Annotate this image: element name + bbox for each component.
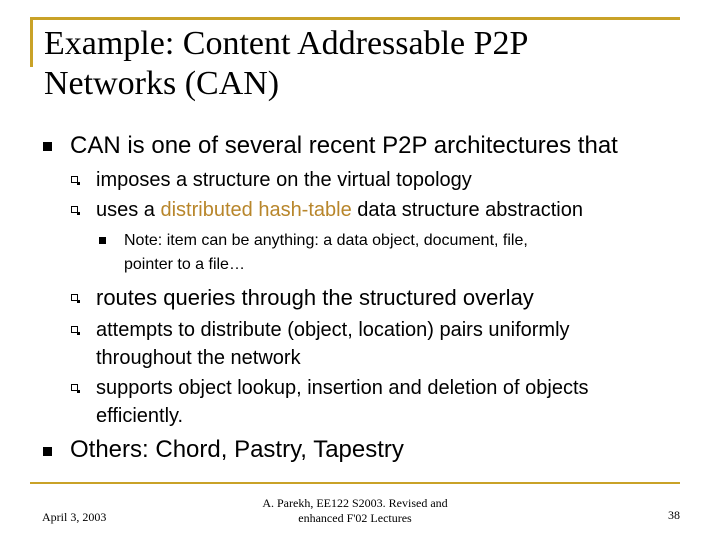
note-line-2: pointer to a file… [124, 256, 245, 273]
bullet-can: CAN is one of several recent P2P architectures that [70, 132, 618, 159]
title-line-2: Networks (CAN) [44, 65, 280, 102]
dht-prefix: uses a [96, 199, 161, 221]
sub-bullet-structure: imposes a structure on the virtual topology [96, 169, 472, 191]
sub-bullet-icon [71, 206, 78, 213]
sub-bullet-icon [71, 294, 78, 301]
note-line-1: Note: item can be anything: a data object, document, file, [124, 232, 528, 249]
title-rule-top [30, 17, 680, 20]
title-line-1: Example: Content Addressable P2P [44, 25, 529, 62]
sub-bullet-dht [96, 196, 583, 224]
note-bullet-icon [99, 237, 106, 244]
footer-rule [30, 482, 680, 484]
footer-center [240, 496, 470, 526]
sub-bullet-lookup-2: efficiently. [96, 405, 184, 427]
sub-bullet-icon [71, 384, 78, 391]
dht-highlight: distributed hash-table [160, 199, 352, 221]
footer-center-line-1: A. Parekh, EE122 S2003. Revised and [262, 496, 448, 510]
sub-bullet-icon [71, 326, 78, 333]
bullet-square-icon [43, 142, 52, 151]
slide-title [44, 24, 684, 104]
page-number: 38 [668, 508, 680, 522]
sub-bullet-lookup-1: supports object lookup, insertion and deletion of objects [96, 377, 589, 399]
bullet-square-icon [43, 447, 52, 456]
sub-bullet-routes: routes queries through the structured overlay [96, 285, 534, 310]
title-rule-left [30, 17, 33, 67]
footer-date: April 3, 2003 [42, 510, 107, 524]
bullet-others: Others: Chord, Pastry, Tapestry [70, 436, 404, 463]
dht-suffix: data structure abstraction [351, 199, 583, 221]
sub-bullet-distribute-2: throughout the network [96, 347, 301, 369]
footer-center-line-2: enhanced F'02 Lectures [298, 511, 412, 525]
sub-bullet-icon [71, 176, 78, 183]
sub-bullet-distribute-1: attempts to distribute (object, location) pairs uniformly [96, 319, 570, 341]
